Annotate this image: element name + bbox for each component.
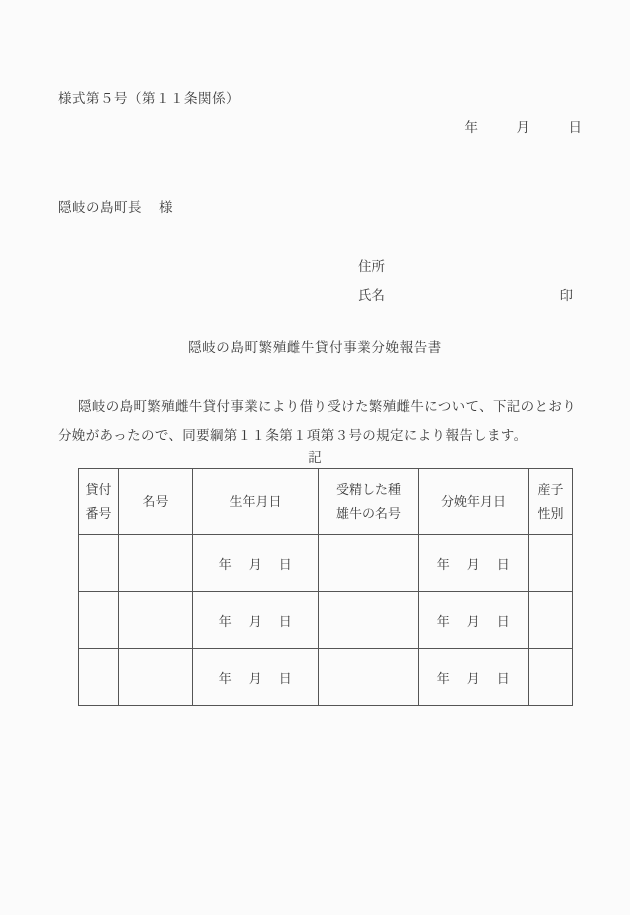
cell-name[interactable] xyxy=(119,535,193,592)
calving-month-label: 月 xyxy=(466,670,481,686)
header-sire-name-line1: 受精した種 xyxy=(335,481,401,497)
cell-calf-sex[interactable] xyxy=(529,649,573,706)
header-sire-name xyxy=(319,469,419,535)
calving-date-ymd xyxy=(437,557,511,572)
calving-day-label: 日 xyxy=(496,613,511,629)
cell-name[interactable] xyxy=(119,649,193,706)
calving-day-label: 日 xyxy=(496,556,511,572)
header-calving-date-line1: 分娩年月日 xyxy=(440,493,506,509)
birth-year-label: 年 xyxy=(218,556,233,572)
cell-calf-sex[interactable] xyxy=(529,592,573,649)
applicant-name-row xyxy=(358,281,573,310)
body-paragraph xyxy=(58,392,577,450)
cell-birth-date[interactable] xyxy=(193,649,319,706)
birth-date-ymd xyxy=(219,614,293,629)
header-name-line1: 名号 xyxy=(142,493,169,509)
birth-year-label: 年 xyxy=(218,613,233,629)
date-day-label: 日 xyxy=(568,120,582,135)
calving-report-table xyxy=(78,468,573,706)
date-month-label: 月 xyxy=(516,120,530,135)
header-sire-name-line2: 雄牛の名号 xyxy=(335,505,401,521)
calving-day-label: 日 xyxy=(496,670,511,686)
birth-month-label: 月 xyxy=(248,556,263,572)
ki-marker: 記 xyxy=(308,450,322,465)
table-row xyxy=(79,592,573,649)
birth-year-label: 年 xyxy=(218,670,233,686)
body-line-1 xyxy=(58,392,577,421)
calving-month-label: 月 xyxy=(466,613,481,629)
birth-date-ymd xyxy=(219,557,293,572)
cell-lending-number[interactable] xyxy=(79,649,119,706)
table-header-row xyxy=(79,469,573,535)
form-number: 様式第５号（第１１条関係） xyxy=(58,91,240,106)
cell-birth-date[interactable] xyxy=(193,535,319,592)
calving-date-ymd xyxy=(437,614,511,629)
cell-sire-name[interactable] xyxy=(319,592,419,649)
cell-calf-sex[interactable] xyxy=(529,535,573,592)
header-calving-date xyxy=(419,469,529,535)
header-calf-sex-line2: 性別 xyxy=(537,505,564,521)
table-body xyxy=(79,535,573,706)
calving-year-label: 年 xyxy=(436,613,451,629)
cell-name[interactable] xyxy=(119,592,193,649)
addressee-line xyxy=(58,196,173,216)
document-title: 隠岐の島町繁殖雌牛貸付事業分娩報告書 xyxy=(188,340,442,355)
header-calf-sex xyxy=(529,469,573,535)
cell-lending-number[interactable] xyxy=(79,592,119,649)
table-row xyxy=(79,649,573,706)
cell-calving-date[interactable] xyxy=(419,535,529,592)
seal-label: 印 xyxy=(559,288,573,303)
header-lending-number xyxy=(79,469,119,535)
table-row xyxy=(79,535,573,592)
birth-month-label: 月 xyxy=(248,613,263,629)
cell-birth-date[interactable] xyxy=(193,592,319,649)
cell-sire-name[interactable] xyxy=(319,535,419,592)
birth-month-label: 月 xyxy=(248,670,263,686)
birth-day-label: 日 xyxy=(278,670,293,686)
body-line-1-text: 隠岐の島町繁殖雌牛貸付事業により借り受けた繁殖雌牛について、下記のとおり xyxy=(78,399,577,414)
header-calf-sex-line1: 産子 xyxy=(537,481,564,497)
calving-year-label: 年 xyxy=(436,556,451,572)
applicant-block xyxy=(358,252,573,310)
birth-day-label: 日 xyxy=(278,613,293,629)
birth-date-ymd xyxy=(219,671,293,686)
cell-calving-date[interactable] xyxy=(419,592,529,649)
cell-calving-date[interactable] xyxy=(419,649,529,706)
addressee-honorific: 様 xyxy=(159,200,173,215)
header-birth-date xyxy=(193,469,319,535)
applicant-address-row xyxy=(358,252,573,281)
calving-month-label: 月 xyxy=(466,556,481,572)
addressee-recipient: 隠岐の島町長 xyxy=(58,200,142,215)
body-line-2-text: 分娩があったので、同要綱第１１条第１項第３号の規定により報告します。 xyxy=(58,428,528,443)
submission-date-line xyxy=(0,116,630,136)
cell-sire-name[interactable] xyxy=(319,649,419,706)
cell-lending-number[interactable] xyxy=(79,535,119,592)
name-label: 氏名 xyxy=(358,288,385,303)
calving-year-label: 年 xyxy=(436,670,451,686)
header-birth-date-line1: 生年月日 xyxy=(229,493,282,509)
table-header xyxy=(79,469,573,535)
calving-date-ymd xyxy=(437,671,511,686)
birth-day-label: 日 xyxy=(278,556,293,572)
date-year-label: 年 xyxy=(464,120,478,135)
address-label: 住所 xyxy=(358,259,385,274)
header-lending-number-line1: 貸付 xyxy=(85,481,112,497)
header-lending-number-line2: 番号 xyxy=(85,505,112,521)
header-name xyxy=(119,469,193,535)
